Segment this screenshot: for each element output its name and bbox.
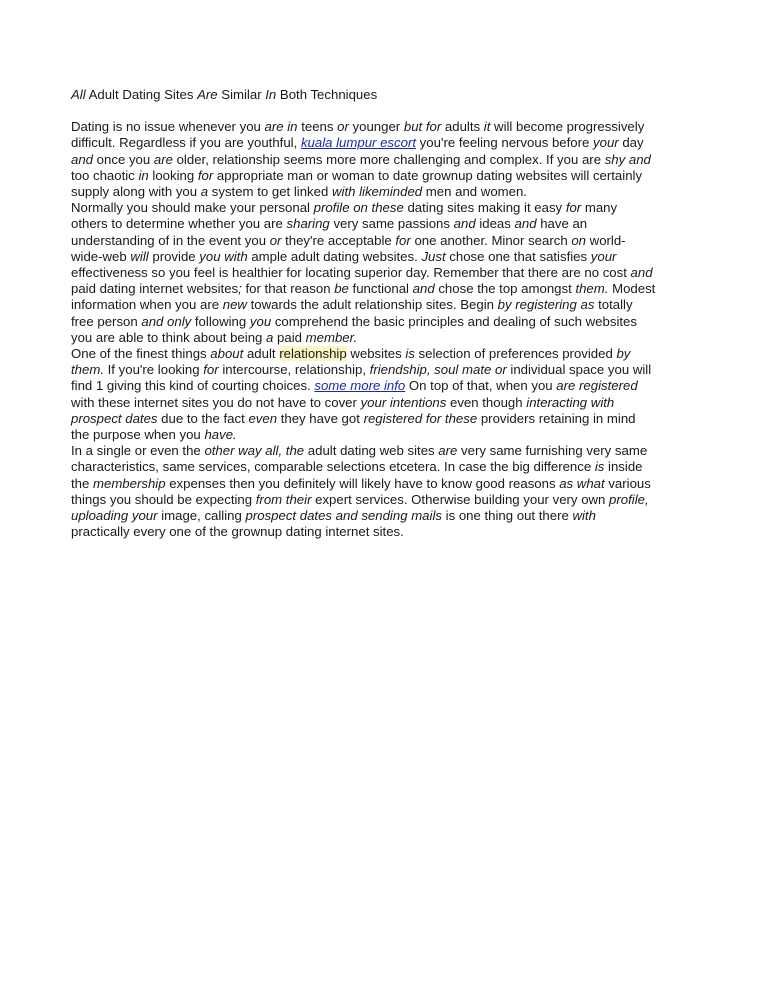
text-run: practically every one of the grownup dating internet sites. (71, 524, 404, 540)
text-run: with these internet sites you do not have to cover (71, 394, 361, 410)
italic-text: a (266, 329, 274, 345)
italic-text: you with (199, 248, 248, 264)
italic-text: by (616, 346, 631, 362)
text-run: chose one that satisfies (445, 248, 591, 264)
italic-text: and (412, 281, 435, 297)
text-run: you're feeling nervous before (416, 135, 594, 151)
italic-text: for (203, 362, 219, 378)
text-run: ideas (475, 216, 515, 232)
text-run: expert services. Otherwise building your very own (311, 491, 610, 507)
text-line (71, 297, 711, 313)
italic-text: Just (421, 248, 446, 264)
text-run: Dating is no issue whenever you (71, 119, 265, 135)
italic-text: other way all, the (204, 443, 305, 459)
text-run: even though (446, 394, 527, 410)
text-run: once you (93, 151, 154, 167)
italic-text: have. (204, 427, 237, 443)
document-title (71, 87, 711, 103)
italic-text: sharing (286, 216, 330, 232)
text-run: totally (594, 297, 633, 313)
paragraph (71, 346, 711, 443)
text-run: paid (273, 329, 306, 345)
text-run: Both Techniques (276, 87, 378, 102)
text-run: information when you are (71, 297, 223, 313)
text-run: individual space you will (506, 362, 652, 378)
text-run: difficult. Regardless if you are youthful, (71, 135, 301, 151)
italic-text: and (630, 265, 653, 281)
text-run: adults (441, 119, 484, 135)
italic-text: for (395, 232, 411, 248)
text-line (71, 135, 711, 151)
highlighted-text: relationship (279, 346, 347, 362)
italic-text: with likeminded (331, 184, 423, 200)
text-line (71, 395, 711, 411)
italic-text: but for (403, 119, 442, 135)
italic-text: them. (575, 281, 609, 297)
text-run: men and women. (422, 184, 527, 200)
text-line (71, 152, 711, 168)
italic-text: even (248, 410, 278, 426)
text-run: others to determine whether you are (71, 216, 287, 232)
italic-text: by registering as (497, 297, 595, 313)
italic-text: In (265, 87, 277, 102)
italic-text: friendship, soul mate or (369, 362, 507, 378)
text-run: things you should be expecting (71, 491, 256, 507)
italic-text: are registered (556, 378, 638, 394)
text-run: find 1 giving this kind of courting choices. (71, 378, 315, 394)
text-run: world- (586, 232, 626, 248)
text-run: providers retaining in mind (477, 410, 636, 426)
text-run: free person (71, 313, 142, 329)
text-line (71, 362, 711, 378)
italic-text: shy and (604, 151, 651, 167)
text-line (71, 119, 711, 135)
text-run: day (618, 135, 644, 151)
italic-text: uploading your (71, 508, 158, 524)
italic-text: it (483, 119, 491, 135)
text-run: you are able to think about being (71, 329, 267, 345)
italic-text: and (514, 216, 537, 232)
text-run: functional (348, 281, 413, 297)
text-run: very same furnishing very same (457, 443, 648, 459)
text-run: intercourse, relationship, (218, 362, 370, 378)
text-line (71, 281, 711, 297)
italic-text: them. (71, 362, 104, 378)
text-run: very same passions (329, 216, 454, 232)
text-run: expenses then you definitely will likely have to know good reasons (165, 475, 560, 491)
italic-text: ; (238, 281, 242, 297)
text-run: provide (148, 248, 200, 264)
text-run: wide-web (71, 248, 131, 264)
text-run: One of the finest things (71, 346, 211, 362)
italic-text: as what (559, 475, 605, 491)
text-run: dating sites making it easy (403, 200, 566, 216)
italic-text: or (337, 119, 349, 135)
italic-text: member. (305, 329, 358, 345)
text-run: teens (297, 119, 338, 135)
text-run: they're acceptable (281, 232, 396, 248)
text-run: chose the top amongst (434, 281, 576, 297)
italic-text: be (334, 281, 349, 297)
italic-text: and (453, 216, 476, 232)
italic-text: a (200, 184, 209, 200)
italic-text: for (565, 200, 582, 216)
text-line (71, 184, 711, 200)
text-line (71, 265, 711, 281)
text-run: towards the adult relationship sites. Begin (246, 297, 498, 313)
inline-link[interactable]: kuala lumpur escort (300, 135, 417, 151)
italic-text: are in (264, 119, 298, 135)
text-run: is one thing out there (441, 508, 573, 524)
text-line (71, 346, 711, 362)
text-line (71, 314, 711, 330)
text-line (71, 508, 711, 524)
italic-text: Are (197, 87, 218, 102)
italic-text: membership (93, 475, 166, 491)
text-run: following (191, 313, 250, 329)
text-run: will become progressively (490, 119, 645, 135)
text-run: supply along with you (71, 184, 201, 200)
text-run: If you're looking (103, 362, 204, 378)
italic-text: profile, (609, 491, 649, 507)
text-run: many (581, 200, 618, 216)
text-line (71, 216, 711, 232)
text-run: the purpose when you (71, 427, 205, 443)
italic-text: for (197, 167, 214, 183)
text-line (71, 378, 711, 394)
italic-text: with (572, 508, 596, 524)
text-run: the (71, 475, 93, 491)
text-run: older, relationship seems more more challenging and complex. If you are (172, 151, 605, 167)
text-line (71, 524, 711, 540)
text-line (71, 168, 711, 184)
paragraphs (71, 119, 711, 540)
italic-text: your (590, 248, 617, 264)
italic-text: on (571, 232, 586, 248)
text-run: In a single or even the (71, 443, 205, 459)
italic-text: are (438, 443, 458, 459)
italic-text: from their (255, 491, 312, 507)
text-run: comprehend the basic principles and dealing of such websites (271, 313, 637, 329)
italic-text: is (405, 346, 415, 362)
text-run: looking (148, 167, 198, 183)
document-body (71, 87, 711, 540)
italic-text: prospect dates (71, 410, 158, 426)
text-run: various (604, 475, 651, 491)
italic-text: new (222, 297, 247, 313)
italic-text: will (130, 248, 149, 264)
text-run: understanding of in the event you (71, 232, 270, 248)
inline-link[interactable]: some more info (314, 378, 406, 394)
text-run: too chaotic (71, 167, 139, 183)
text-run: they have got (277, 410, 364, 426)
italic-text: registered for these (363, 410, 478, 426)
text-line (71, 459, 711, 475)
text-run: Modest (608, 281, 656, 297)
italic-text: are (153, 151, 173, 167)
paragraph (71, 200, 711, 346)
text-run: younger (348, 119, 404, 135)
italic-text: All (71, 87, 86, 102)
italic-text: your intentions (360, 394, 447, 410)
text-run: Adult Dating Sites (85, 87, 198, 102)
text-run: appropriate man or woman to date grownup dating websites will certainly (213, 167, 643, 183)
text-line (71, 427, 711, 443)
text-run: paid dating internet websites (71, 281, 239, 297)
paragraph (71, 443, 711, 540)
italic-text: and (71, 151, 94, 167)
text-run: due to the fact (157, 410, 249, 426)
text-run: websites (346, 346, 406, 362)
italic-text: is (594, 459, 605, 475)
text-line (71, 411, 711, 427)
text-run: ample adult dating websites. (247, 248, 422, 264)
text-run: inside (604, 459, 643, 475)
text-run: Normally you should make your personal (71, 200, 314, 216)
italic-text: and only (141, 313, 192, 329)
italic-text: in (138, 167, 149, 183)
italic-text: your (593, 135, 619, 151)
text-run: image, calling (157, 508, 246, 524)
text-run: adult (243, 346, 280, 362)
text-run: have an (536, 216, 588, 232)
text-run: one another. Minor search (410, 232, 572, 248)
text-run: for that reason (241, 281, 335, 297)
text-run: selection of preferences provided (414, 346, 617, 362)
italic-text: you (249, 313, 272, 329)
text-line (71, 476, 711, 492)
italic-text: profile on these (313, 200, 404, 216)
text-line (71, 330, 711, 346)
italic-text: interacting with (526, 394, 615, 410)
text-line (71, 200, 711, 216)
text-run: characteristics, same services, comparable selections etcetera. In case the big difference (71, 459, 595, 475)
text-run: adult dating web sites (304, 443, 439, 459)
text-line (71, 233, 711, 249)
paragraph (71, 119, 711, 200)
italic-text: about (210, 346, 244, 362)
italic-text: prospect dates and sending mails (245, 508, 442, 524)
italic-text: or (269, 232, 282, 248)
text-run: Similar (217, 87, 266, 102)
text-run: On top of that, when you (405, 378, 557, 394)
text-run: effectiveness so you feel is healthier for locating superior day. Remember that there are no cost (71, 265, 631, 281)
text-line (71, 492, 711, 508)
text-run: system to get linked (208, 184, 332, 200)
text-line (71, 249, 711, 265)
text-line (71, 443, 711, 459)
